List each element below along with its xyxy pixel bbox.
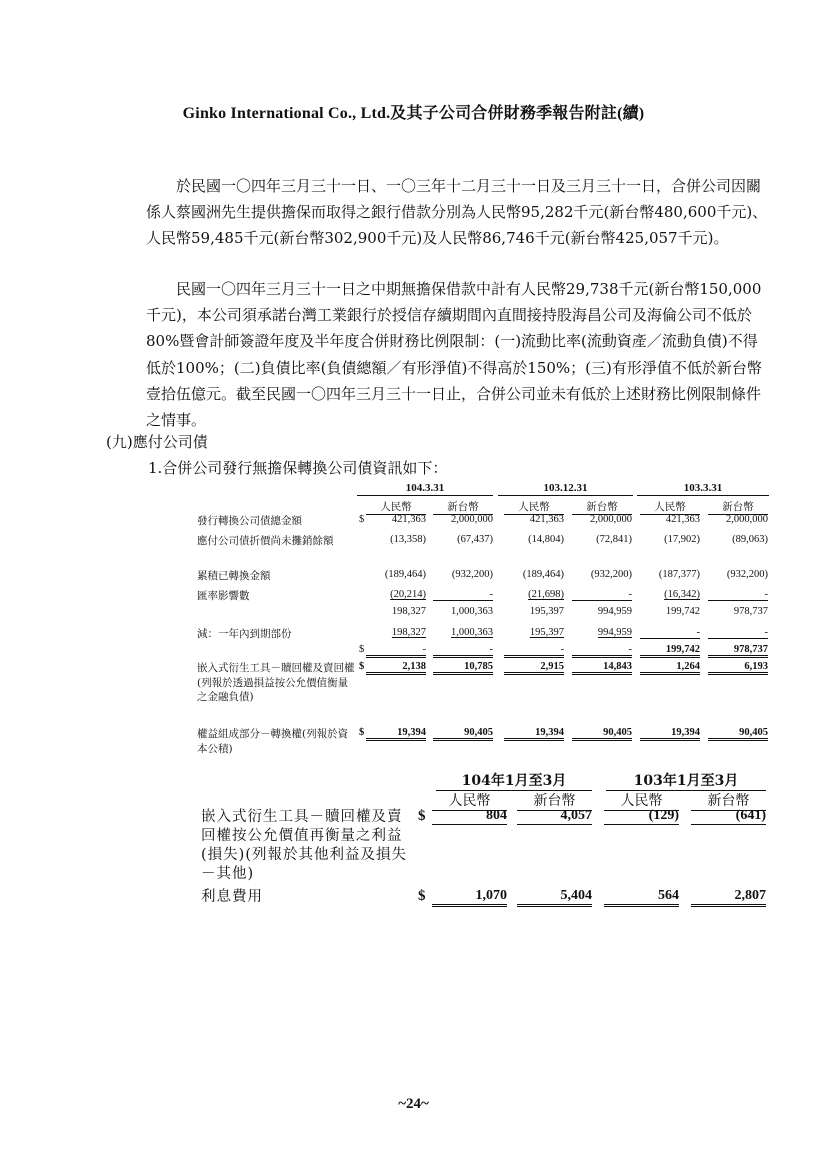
page-number: ~24~ <box>398 1096 429 1112</box>
table-cell: - <box>504 644 564 658</box>
column-header: 人民幣 <box>366 499 426 515</box>
column-header: 新台幣 <box>572 499 632 515</box>
table-cell: 2,000,000 <box>726 514 768 525</box>
table-cell: - <box>433 589 493 601</box>
table-cell: - <box>433 644 493 658</box>
row-label: 發行轉換公司債總金額 <box>197 515 302 527</box>
table-cell: 994,959 <box>597 606 632 617</box>
table-cell: 198,327 <box>391 606 426 617</box>
row-label: 嵌入式衍生工具－贖回權及賣回權按公允價值再衡量之利益(損失)(列報於其他利益及損失－其他) <box>201 809 407 882</box>
dollar-sign: $ <box>418 808 426 824</box>
table-cell: (72,841) <box>596 534 632 545</box>
table-cell: - <box>572 589 632 601</box>
page-title: Ginko International Co., Ltd.及其子公司合併財務季報告附註(續) <box>182 105 645 122</box>
table-cell: 421,363 <box>391 514 426 525</box>
table-cell: 2,138 <box>366 661 426 675</box>
table-cell: 19,394 <box>366 727 426 741</box>
table-cell: 421,363 <box>665 514 700 525</box>
table-cell: (67,437) <box>457 534 493 545</box>
row-label: 利息費用 <box>201 889 263 905</box>
table-cell: 5,404 <box>517 888 592 907</box>
row-label: 權益組成部分－轉換權(列報於資本公積) <box>197 728 349 755</box>
table-cell: 90,405 <box>433 727 493 741</box>
row-label: 嵌入式衍生工具－贖回權及賣回權(列報於透過損益按公允價值衡量之金融負債) <box>197 662 355 703</box>
table-cell: (187,377) <box>658 569 700 580</box>
section-title: (九)應付公司債 <box>106 433 208 451</box>
table-cell: (932,200) <box>590 569 632 580</box>
column-group-header: 104.3.31 <box>357 482 493 496</box>
table-cell: (16,342) <box>664 589 700 600</box>
table-cell: (189,464) <box>384 569 426 580</box>
table-cell: (932,200) <box>726 569 768 580</box>
table-cell: 199,742 <box>640 644 700 658</box>
dollar-sign: $ <box>359 514 365 525</box>
table-cell: 10,785 <box>433 661 493 675</box>
table-cell: (641) <box>691 808 766 825</box>
table-cell: (932,200) <box>451 569 493 580</box>
subsection-title: 1.合併公司發行無擔保轉換公司債資訊如下： <box>148 459 448 477</box>
dollar-sign: $ <box>418 888 426 904</box>
column-header: 新台幣 <box>433 499 493 515</box>
table-cell: 421,363 <box>529 514 564 525</box>
table-cell: 198,327 <box>391 627 426 638</box>
table-cell: 90,405 <box>572 727 632 741</box>
table-cell: 2,000,000 <box>590 514 632 525</box>
table-cell: 1,070 <box>432 888 507 907</box>
table-cell: (21,698) <box>528 589 564 600</box>
column-header: 新台幣 <box>691 790 766 811</box>
table-cell: (189,464) <box>522 569 564 580</box>
table-cell: (17,902) <box>664 534 700 545</box>
table-cell: (13,358) <box>390 534 426 545</box>
table-cell: (14,804) <box>528 534 564 545</box>
table-cell: 804 <box>432 808 507 825</box>
column-header: 人民幣 <box>640 499 700 515</box>
table-cell: 2,915 <box>504 661 564 675</box>
table-cell: 1,000,363 <box>451 627 493 638</box>
table-cell: 4,057 <box>517 808 592 825</box>
table-cell: 14,843 <box>572 661 632 675</box>
column-group-header: 103.12.31 <box>498 482 633 496</box>
table-cell: 6,193 <box>708 661 768 675</box>
table-cell: (20,214) <box>390 589 426 600</box>
table-cell: 195,397 <box>529 627 564 638</box>
row-label: 累積已轉換金額 <box>197 570 271 582</box>
table-cell: 1,264 <box>640 661 700 675</box>
table-cell: 199,742 <box>665 606 700 617</box>
column-group-header: 104年1月至3月 <box>436 770 592 791</box>
dollar-sign: $ <box>359 661 365 672</box>
paragraph: 民國一〇四年三月三十一日之中期無擔保借款中計有人民幣29,738千元(新台幣150,000千元)，本公司須承諾台灣工業銀行於授信存續期間內直間接持股海昌公司及海倫公司不低於80%暨會計師簽證年度及半年度合併財務比例限制：(一)流動比率(流動資產／流動負債)不得低於100%；(二)負債比率(負債總額／有形淨值)不得高於150%；(三)有形淨值不低於新台幣壹拾伍億元。截至民國一〇四年三月三十一日止，合併公司並未有低於上述財務比例限制條件之情事。 <box>146 280 762 430</box>
table-cell: 978,737 <box>708 644 768 658</box>
table-cell: 90,405 <box>708 727 768 741</box>
table-cell: 994,959 <box>597 627 632 638</box>
column-header: 新台幣 <box>708 499 768 515</box>
column-group-header: 103.3.31 <box>637 482 769 496</box>
dollar-sign: $ <box>359 644 365 655</box>
column-header: 人民幣 <box>432 790 507 811</box>
table-cell: 1,000,363 <box>451 606 493 617</box>
table-cell: 2,000,000 <box>451 514 493 525</box>
table-cell: 195,397 <box>529 606 564 617</box>
table-cell: 19,394 <box>504 727 564 741</box>
row-label: 減：一年內到期部份 <box>197 628 292 640</box>
table-cell: - <box>708 627 768 639</box>
table-cell: - <box>366 644 426 658</box>
column-header: 人民幣 <box>604 790 679 811</box>
column-header: 人民幣 <box>504 499 564 515</box>
table-cell: - <box>572 644 632 658</box>
row-label: 匯率影響數 <box>197 590 250 602</box>
table-cell: (89,063) <box>732 534 768 545</box>
table-cell: 564 <box>604 888 679 907</box>
column-group-header: 103年1月至3月 <box>606 770 766 791</box>
paragraph: 於民國一〇四年三月三十一日、一〇三年十二月三十一日及三月三十一日，合併公司因關係人蔡國洲先生提供擔保而取得之銀行借款分別為人民幣95,282千元(新台幣480,600千元)、人民幣59,485千元(新台幣302,900千元)及人民幣86,746千元(新台幣425,057千元)。 <box>146 177 768 248</box>
table-cell: 978,737 <box>733 606 768 617</box>
table-cell: (129) <box>604 808 679 825</box>
table-cell: - <box>640 627 700 639</box>
row-label: 應付公司債折價尚未攤銷餘額 <box>197 535 334 547</box>
table-cell: 19,394 <box>640 727 700 741</box>
column-header: 新台幣 <box>517 790 592 811</box>
table-cell: - <box>708 589 768 601</box>
table-cell: 2,807 <box>691 888 766 907</box>
dollar-sign: $ <box>359 727 365 738</box>
